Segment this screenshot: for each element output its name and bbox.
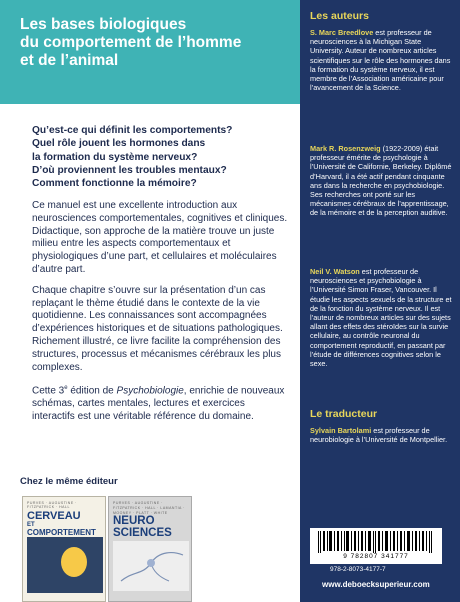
translator-name: Sylvain Bartolami	[310, 426, 372, 435]
same-editor-heading: Chez le même éditeur	[20, 476, 118, 487]
book-cover-cerveau-comportement[interactable]	[22, 496, 106, 602]
book-title-line: CERVEAU	[27, 510, 81, 522]
cover-title	[20, 16, 290, 70]
description-block	[32, 200, 290, 432]
edition-text: Cette 3	[32, 385, 65, 397]
neuron-illustration-icon	[113, 541, 189, 591]
book-title-line: COMPORTEMENT	[27, 528, 96, 537]
author-bio	[310, 28, 455, 92]
question-line: Quel rôle jouent les hormones dans	[32, 138, 206, 150]
book-authors: PURVES · AUGUSTINE · FITZPATRICK · HALL · LAMANTIA · MOONEY · PLATT · WHITE	[113, 501, 185, 515]
translator-bio	[310, 426, 455, 444]
edition-superscript: e	[64, 385, 68, 392]
description-paragraph: Ce manuel est une excellente introduction aux neurosciences comportementales, cognitives et cliniques. Didactique, son approche de la matière trouve un juste milieu entre les aspects comportementaux et physiologiques d’une part, et cellulaires et moléculaires d’autre part.	[32, 200, 288, 275]
translator-heading: Le traducteur	[310, 408, 378, 420]
author-bio-text: (1922-2009) était professeur émérite de psychologie à l’Université de Californie, Berkeley. Diplômé d’Harvard, il a été actif pendant cinquante ans dans la recherche en psychobiologie. Ses recherches ont porté sur les mécanismes cérébraux de l’apprentissage, de la mémoire et de la perception auditive.	[310, 144, 452, 218]
author-bio	[310, 144, 455, 218]
publisher-website-link[interactable]: www.deboecksuperieur.com	[322, 580, 430, 589]
question-line: D’où proviennent les troubles mentaux?	[32, 164, 227, 176]
author-bio	[310, 267, 455, 368]
book-title	[27, 511, 96, 537]
barcode-digits: 9 782807 341777	[343, 553, 409, 560]
title-band	[0, 0, 300, 104]
translator-bio-text: est professeur de neurobiologie à l’Université de Montpellier.	[310, 426, 448, 445]
author-name: S. Marc Breedlove	[310, 28, 374, 37]
book-title-line: NEURO	[113, 515, 155, 527]
book-cover-neurosciences[interactable]	[108, 496, 192, 602]
book-authors: PURVES · AUGUSTINE · FITZPATRICK · HALL	[27, 501, 77, 509]
book-cover-image	[113, 541, 189, 591]
book-title-line: ET	[27, 522, 35, 528]
book-cover-image	[27, 537, 103, 593]
book-title-italic: Psychobiologie	[116, 385, 184, 397]
isbn-number: 978-2-8073-4177-7	[330, 566, 386, 573]
edition-text: édition de	[67, 385, 117, 397]
question-line: Comment fonctionne la mémoire?	[32, 178, 197, 190]
title-line: et de l’animal	[20, 52, 119, 69]
book-title	[113, 515, 189, 539]
edition-text: , enrichie de nouveaux schémas, cartes mentales, lectures et exercices interactifs est une véritable référence du domaine.	[32, 385, 285, 423]
author-bio-text: est professeur de neurosciences à la Michigan State University. Auteur de nombreux articles scientifiques sur le rôle des hormones dans la formation du système nerveux, il est membre de l’Association américaine pour l’avancement de la Science.	[310, 28, 451, 93]
questions-block	[32, 124, 282, 190]
title-line: du comportement de l’homme	[20, 34, 242, 51]
title-line: Les bases biologiques	[20, 16, 187, 33]
question-line: Qu’est-ce qui définit les comportements?	[32, 125, 233, 136]
book-title-line: SCIENCES	[113, 527, 172, 539]
author-bio-text: est professeur de neurosciences et psychobiologie à l’Université Simon Fraser, Vancouver. Il étudie les aspects sexuels de la structure et de la fonction du système nerveux. Il est l’auteur de nombreux articles sur des sujets allant des effets des stéroïdes sur la survie cellulaire, au contrôle neuronal du comportement reproductif, en passant par l’étude de différences cognitives selon le sexe.	[310, 267, 452, 369]
barcode	[310, 528, 442, 564]
author-name: Mark R. Rosenzweig	[310, 144, 381, 153]
brain-glow-icon	[61, 547, 87, 577]
author-name: Neil V. Watson	[310, 267, 360, 276]
question-line: la formation du système nerveux?	[32, 151, 198, 163]
description-paragraph: Chaque chapitre s’ouvre sur la présentation d’un cas replaçant le thème étudié dans le contexte de la vie quotidienne. Les connaissances sont accompagnées d’expériences historiques et de situations pathologiques. Richement illustré, ce livre facilite la compréhension des structures, processus et mécanismes cérébraux les plus complexes.	[32, 284, 283, 373]
authors-heading: Les auteurs	[310, 10, 369, 22]
barcode-icon	[316, 531, 436, 553]
description-paragraph	[32, 382, 290, 424]
